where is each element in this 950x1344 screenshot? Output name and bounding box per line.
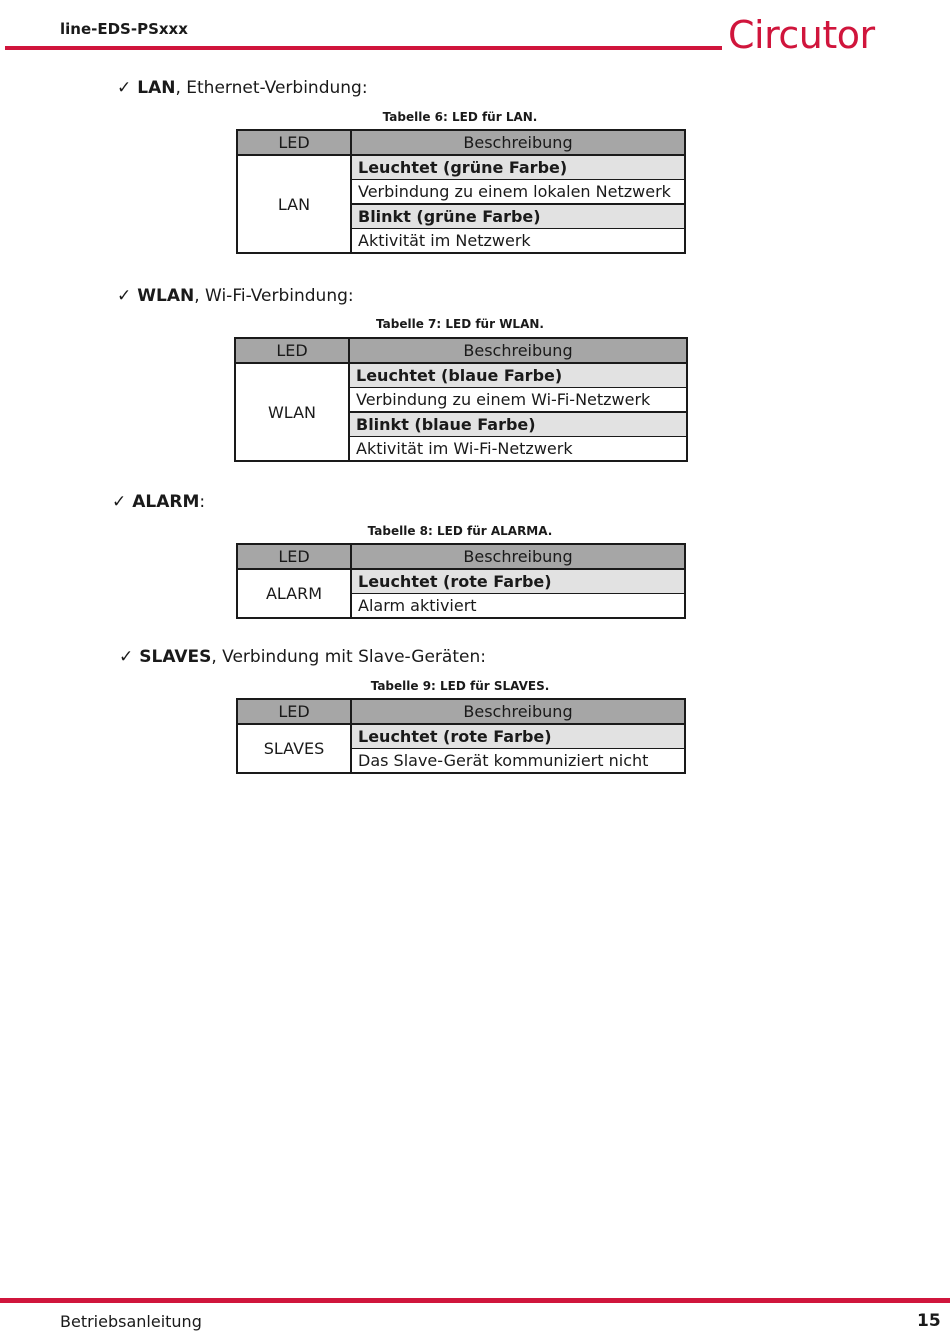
circutor-logo: Circutor [728,13,875,57]
column-header-led: LED [237,544,351,569]
led-description-cell: Aktivität im Wi-Fi-Netzwerk [349,437,687,462]
column-header-description: Beschreibung [351,699,685,724]
checkmark-icon: ✓ [119,647,134,667]
led-description-cell: Das Slave-Gerät kommuniziert nicht [351,749,685,774]
led-name-cell: ALARM [237,569,351,618]
led-table-lan [236,129,686,254]
column-header-led: LED [237,130,351,155]
led-description-cell: Verbindung zu einem lokalen Netzwerk [351,180,685,205]
section-heading-lan [117,78,368,98]
section-heading-wlan [117,286,354,306]
document-title: line-EDS-PSxxx [60,20,188,38]
led-name-cell: WLAN [235,363,349,461]
led-description-cell: Alarm aktiviert [351,594,685,619]
column-header-led: LED [237,699,351,724]
table-caption: Tabelle 7: LED für WLAN. [376,317,544,331]
checkmark-icon: ✓ [112,492,127,512]
led-state-cell: Leuchtet (blaue Farbe) [349,363,687,388]
led-table-slaves [236,698,686,774]
led-table-alarm [236,543,686,619]
led-state-cell: Leuchtet (grüne Farbe) [351,155,685,180]
checkmark-icon: ✓ [117,286,132,306]
section-heading-alarm [112,492,205,512]
table-caption: Tabelle 9: LED für SLAVES. [370,679,550,693]
footer-manual-label: Betriebsanleitung [60,1312,202,1331]
led-name-cell: LAN [237,155,351,253]
section-name: ALARM [132,492,200,512]
footer-rule [0,1298,950,1303]
led-state-cell: Leuchtet (rote Farbe) [351,724,685,749]
led-state-cell: Blinkt (blaue Farbe) [349,412,687,437]
header-rule [5,46,722,50]
page-number: 15 [917,1311,941,1331]
section-suffix: , Ethernet-Verbindung: [175,78,368,98]
column-header-description: Beschreibung [351,130,685,155]
led-state-cell: Blinkt (grüne Farbe) [351,204,685,229]
table-caption: Tabelle 8: LED für ALARMA. [367,524,553,538]
led-description-cell: Aktivität im Netzwerk [351,229,685,254]
table-caption: Tabelle 6: LED für LAN. [382,110,538,124]
column-header-led: LED [235,338,349,363]
section-suffix: , Wi-Fi-Verbindung: [194,286,354,306]
section-name: LAN [137,78,176,98]
led-state-cell: Leuchtet (rote Farbe) [351,569,685,594]
led-description-cell: Verbindung zu einem Wi-Fi-Netzwerk [349,388,687,413]
section-heading-slaves [119,647,486,667]
led-name-cell: SLAVES [237,724,351,773]
section-name: SLAVES [139,647,212,667]
led-table-wlan [234,337,688,462]
checkmark-icon: ✓ [117,78,132,98]
column-header-description: Beschreibung [351,544,685,569]
section-suffix: : [199,492,206,512]
column-header-description: Beschreibung [349,338,687,363]
section-suffix: , Verbindung mit Slave-Geräten: [211,647,486,667]
section-name: WLAN [137,286,195,306]
